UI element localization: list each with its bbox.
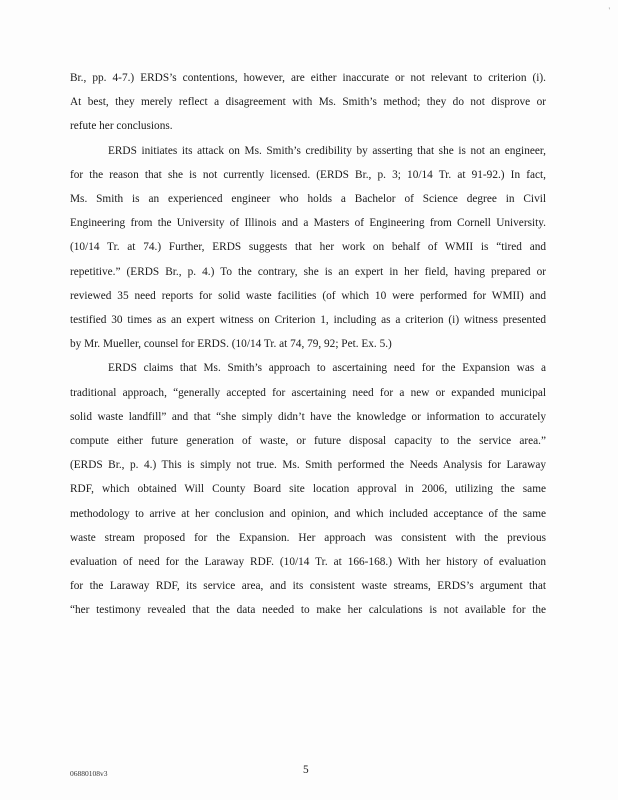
text-line: testified 30 times as an expert witness on Criterion 1, including as a criterion (i) witness presented [70,314,546,327]
text-line: At best, they merely reflect a disagreement with Ms. Smith’s method; they do not disprove or [70,96,546,109]
text-line: for the reason that she is not currently licensed. (ERDS Br., p. 3; 10/14 Tr. at 91-92.) In fact, [70,168,546,181]
text-line: (ERDS Br., p. 4.) This is simply not true. Ms. Smith performed the Needs Analysis for Laraway [70,459,546,472]
document-id: 06880108v3 [70,769,108,778]
text-line: evaluation of need for the Laraway RDF. (10/14 Tr. at 166-168.) With her history of evaluation [70,556,546,569]
text-line: by Mr. Mueller, counsel for ERDS. (10/14 Tr. at 74, 79, 92; Pet. Ex. 5.) [70,338,392,351]
text-line: RDF, which obtained Will County Board site location approval in 2006, utilizing the same [70,483,546,496]
text-line: reviewed 35 need reports for solid waste facilities (of which 10 were performed for WMII) and [70,289,546,302]
text-line: Br., pp. 4-7.) ERDS’s contentions, however, are either inaccurate or not relevant to criterion (i). [70,72,546,84]
text-line: (10/14 Tr. at 74.) Further, ERDS suggests that her work on behalf of WMII is “tired and [70,241,546,254]
text-line: for the Laraway RDF, its service area, and its consistent waste streams, ERDS’s argument that [70,580,546,593]
paragraph-3 [70,356,546,622]
paragraph-2 [70,139,546,357]
text-line: solid waste landfill” and that “she simply didn’t have the knowledge or information to accurately [70,410,546,423]
text-line: traditional approach, “generally accepted for ascertaining need for a new or expanded municipal [70,386,546,399]
text-line: ERDS claims that Ms. Smith’s approach to ascertaining need for the Expansion was a [108,362,546,375]
text-line: ERDS initiates its attack on Ms. Smith’s credibility by asserting that she is not an engineer, [108,144,546,157]
text-line: methodology to arrive at her conclusion and opinion, and which included acceptance of the same [70,507,546,520]
text-line: compute either future generation of waste, or future disposal capacity to the service area.” [70,435,546,448]
text-line: Ms. Smith is an experienced engineer who holds a Bachelor of Science degree in Civil [70,193,546,206]
page-number: 5 [303,764,309,776]
text-line: refute her conclusions. [70,120,173,133]
text-line: “her testimony revealed that the data needed to make her calculations is not available for the [70,604,546,617]
body-text [70,66,546,623]
paragraph-1 [70,66,546,139]
text-line: Engineering from the University of Illinois and a Masters of Engineering from Cornell University. [70,217,546,230]
corner-mark: ' [608,6,610,15]
text-line: repetitive.” (ERDS Br., p. 4.) To the contrary, she is an expert in her field, having prepared or [70,265,546,278]
text-line: waste stream proposed for the Expansion. Her approach was consistent with the previous [70,531,546,544]
